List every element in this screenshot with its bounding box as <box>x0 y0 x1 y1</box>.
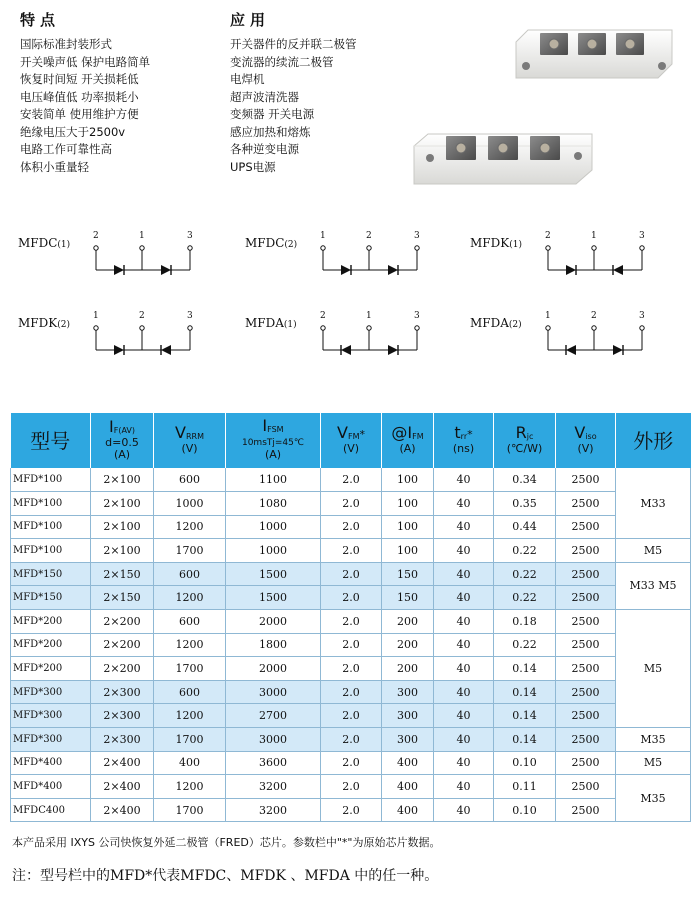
cell-vrrm: 1700 <box>154 539 226 563</box>
cell-ifm: 300 <box>382 704 434 728</box>
cell-rjc: 0.14 <box>494 680 556 704</box>
features-title: 特点 <box>20 11 61 29</box>
cell-trr: 40 <box>434 492 494 516</box>
circuit-schematic <box>18 234 218 294</box>
cell-shape: M33 <box>616 468 691 539</box>
cell-rjc: 0.10 <box>494 798 556 822</box>
circuit-schematic <box>18 314 218 374</box>
cell-rjc: 0.14 <box>494 657 556 681</box>
cell-shape: M35 <box>616 775 691 822</box>
cell-model: MFD*300 <box>11 728 91 752</box>
cell-model: MFD*100 <box>11 539 91 563</box>
header-at-ifm: @IFM (A) <box>382 413 434 468</box>
list-item: 恢复时间短 开关损耗低 <box>20 72 139 86</box>
cell-ifm: 300 <box>382 680 434 704</box>
table-row <box>11 539 691 563</box>
cell-vfm: 2.0 <box>321 751 382 775</box>
cell-vrrm: 1200 <box>154 633 226 657</box>
cell-model: MFD*100 <box>11 468 91 492</box>
cell-vfm: 2.0 <box>321 492 382 516</box>
list-item: 变流器的续流二极管 <box>230 54 334 69</box>
cell-viso: 2500 <box>556 728 616 752</box>
list-item: 安装简单 使用维护方便 <box>20 107 139 121</box>
list-item: 各种逆变电源 <box>230 142 299 156</box>
footnote-fred: 本产品采用 IXYS 公司快恢复外延二极管（FRED）芯片。参数栏中"*"为原始芯片数据。 <box>12 836 441 849</box>
cell-model: MFD*100 <box>11 515 91 539</box>
circuit-name: MFDA(2) <box>470 316 522 330</box>
pin-label: 2 <box>366 231 372 241</box>
cell-vfm: 2.0 <box>321 633 382 657</box>
cell-shape: M5 <box>616 610 691 728</box>
header-shape: 外形 <box>616 413 691 468</box>
circuit-mfdk-1 <box>470 231 670 294</box>
list-item: 开关噪声低 保护电路简单 <box>20 54 151 69</box>
cell-if: 2×200 <box>91 657 154 681</box>
list-item: 体积小重量轻 <box>20 159 89 174</box>
cell-ifsm: 3000 <box>226 728 321 752</box>
cell-trr: 40 <box>434 751 494 775</box>
circuit-schematic <box>470 314 670 374</box>
cell-viso: 2500 <box>556 468 616 492</box>
list-item: 电压峰值低 功率损耗小 <box>20 89 139 104</box>
cell-ifm: 300 <box>382 728 434 752</box>
cell-if: 2×100 <box>91 515 154 539</box>
cell-ifsm: 2000 <box>226 657 321 681</box>
cell-vrrm: 600 <box>154 610 226 634</box>
cell-shape: M33 M5 <box>616 562 691 609</box>
pin-label: 3 <box>414 311 420 321</box>
cell-ifm: 400 <box>382 775 434 799</box>
cell-vrrm: 1200 <box>154 586 226 610</box>
cell-trr: 40 <box>434 468 494 492</box>
cell-viso: 2500 <box>556 586 616 610</box>
cell-if: 2×300 <box>91 680 154 704</box>
cell-ifm: 150 <box>382 562 434 586</box>
cell-viso: 2500 <box>556 515 616 539</box>
cell-if: 2×400 <box>91 798 154 822</box>
table-row <box>11 610 691 634</box>
cell-vfm: 2.0 <box>321 680 382 704</box>
cell-viso: 2500 <box>556 798 616 822</box>
cell-vrrm: 600 <box>154 468 226 492</box>
cell-vrrm: 400 <box>154 751 226 775</box>
cell-vrrm: 600 <box>154 680 226 704</box>
circuit-name: MFDC(1) <box>18 236 71 250</box>
pin-label: 1 <box>366 311 372 321</box>
cell-model: MFD*150 <box>11 586 91 610</box>
table-header-row <box>11 413 691 468</box>
cell-ifm: 200 <box>382 610 434 634</box>
cell-model: MFD*300 <box>11 680 91 704</box>
features-list <box>20 36 150 176</box>
cell-ifsm: 1500 <box>226 562 321 586</box>
cell-model: MFD*400 <box>11 775 91 799</box>
cell-trr: 40 <box>434 680 494 704</box>
table-row <box>11 515 691 539</box>
cell-vfm: 2.0 <box>321 775 382 799</box>
pin-label: 2 <box>545 231 551 241</box>
pin-label: 3 <box>639 311 645 321</box>
cell-ifm: 100 <box>382 468 434 492</box>
cell-ifm: 150 <box>382 586 434 610</box>
circuit-name: MFDK(2) <box>18 316 70 330</box>
cell-trr: 40 <box>434 515 494 539</box>
cell-ifsm: 2000 <box>226 610 321 634</box>
pin-label: 1 <box>93 311 99 321</box>
cell-vrrm: 1200 <box>154 704 226 728</box>
header-viso: Viso (V) <box>556 413 616 468</box>
cell-model: MFD*100 <box>11 492 91 516</box>
header-if-av: IF(AV) d=0.5 (A) <box>91 413 154 468</box>
cell-vfm: 2.0 <box>321 610 382 634</box>
cell-vfm: 2.0 <box>321 562 382 586</box>
cell-viso: 2500 <box>556 680 616 704</box>
table-row <box>11 728 691 752</box>
list-item: 电焊机 <box>230 72 265 86</box>
cell-vrrm: 1700 <box>154 798 226 822</box>
cell-ifm: 200 <box>382 657 434 681</box>
cell-ifm: 100 <box>382 515 434 539</box>
cell-ifm: 400 <box>382 798 434 822</box>
list-item: 超声波清洗器 <box>230 89 299 104</box>
cell-viso: 2500 <box>556 539 616 563</box>
pin-label: 3 <box>187 311 193 321</box>
table-row <box>11 704 691 728</box>
cell-if: 2×400 <box>91 751 154 775</box>
cell-rjc: 0.22 <box>494 586 556 610</box>
cell-rjc: 0.22 <box>494 562 556 586</box>
pin-label: 2 <box>320 311 326 321</box>
cell-if: 2×100 <box>91 468 154 492</box>
cell-ifsm: 3000 <box>226 680 321 704</box>
cell-trr: 40 <box>434 610 494 634</box>
cell-viso: 2500 <box>556 657 616 681</box>
header-vrrm: VRRM (V) <box>154 413 226 468</box>
header-ifsm: IFSM 10msTj=45℃ (A) <box>226 413 321 468</box>
cell-vfm: 2.0 <box>321 539 382 563</box>
circuit-schematic <box>245 234 445 294</box>
applications-title: 应用 <box>230 11 271 29</box>
cell-trr: 40 <box>434 586 494 610</box>
applications-list <box>230 36 357 176</box>
pin-label: 2 <box>139 311 145 321</box>
cell-vrrm: 1200 <box>154 775 226 799</box>
cell-rjc: 0.18 <box>494 610 556 634</box>
cell-trr: 40 <box>434 704 494 728</box>
cell-viso: 2500 <box>556 492 616 516</box>
cell-viso: 2500 <box>556 775 616 799</box>
cell-ifsm: 3200 <box>226 775 321 799</box>
circuit-schematic <box>470 234 670 294</box>
cell-ifsm: 3600 <box>226 751 321 775</box>
list-item: 绝缘电压大于2500v <box>20 124 126 139</box>
cell-if: 2×300 <box>91 728 154 752</box>
list-item: 变频器 开关电源 <box>230 107 315 121</box>
cell-vfm: 2.0 <box>321 657 382 681</box>
pin-label: 3 <box>639 231 645 241</box>
cell-shape: M5 <box>616 751 691 775</box>
list-item: 国际标准封装形式 <box>20 37 112 51</box>
cell-vfm: 2.0 <box>321 704 382 728</box>
cell-shape: M35 <box>616 728 691 752</box>
header-vfm: VFM* (V) <box>321 413 382 468</box>
cell-vfm: 2.0 <box>321 586 382 610</box>
cell-vfm: 2.0 <box>321 468 382 492</box>
cell-ifm: 100 <box>382 492 434 516</box>
cell-rjc: 0.22 <box>494 633 556 657</box>
circuit-mfda-1 <box>245 311 445 374</box>
cell-ifm: 100 <box>382 539 434 563</box>
pin-label: 1 <box>591 231 597 241</box>
cell-if: 2×400 <box>91 775 154 799</box>
table-row <box>11 798 691 822</box>
cell-model: MFD*200 <box>11 610 91 634</box>
list-item: 感应加热和熔炼 <box>230 124 311 139</box>
cell-model: MFD*200 <box>11 633 91 657</box>
table-row <box>11 562 691 586</box>
pin-label: 1 <box>545 311 551 321</box>
cell-ifsm: 1000 <box>226 515 321 539</box>
table-row <box>11 633 691 657</box>
cell-viso: 2500 <box>556 562 616 586</box>
circuit-name: MFDC(2) <box>245 236 298 250</box>
cell-if: 2×100 <box>91 492 154 516</box>
cell-if: 2×200 <box>91 633 154 657</box>
cell-viso: 2500 <box>556 610 616 634</box>
cell-ifm: 400 <box>382 751 434 775</box>
table-row <box>11 751 691 775</box>
table-row <box>11 657 691 681</box>
cell-vfm: 2.0 <box>321 798 382 822</box>
cell-shape: M5 <box>616 539 691 563</box>
cell-if: 2×300 <box>91 704 154 728</box>
cell-rjc: 0.11 <box>494 775 556 799</box>
cell-trr: 40 <box>434 775 494 799</box>
cell-trr: 40 <box>434 539 494 563</box>
cell-ifsm: 1100 <box>226 468 321 492</box>
cell-viso: 2500 <box>556 704 616 728</box>
cell-ifsm: 3200 <box>226 798 321 822</box>
cell-viso: 2500 <box>556 751 616 775</box>
cell-rjc: 0.44 <box>494 515 556 539</box>
pin-label: 1 <box>139 231 145 241</box>
pin-label: 3 <box>187 231 193 241</box>
list-item: 电路工作可靠性高 <box>20 142 112 156</box>
cell-trr: 40 <box>434 798 494 822</box>
cell-ifm: 200 <box>382 633 434 657</box>
module-photo-top <box>508 24 680 82</box>
cell-vfm: 2.0 <box>321 728 382 752</box>
cell-rjc: 0.34 <box>494 468 556 492</box>
cell-if: 2×150 <box>91 562 154 586</box>
cell-model: MFD*200 <box>11 657 91 681</box>
pin-label: 2 <box>93 231 99 241</box>
circuit-schematic <box>245 314 445 374</box>
spec-table <box>10 413 691 822</box>
circuit-mfdc-1 <box>18 231 218 294</box>
cell-ifsm: 1800 <box>226 633 321 657</box>
table-row <box>11 680 691 704</box>
table-row <box>11 468 691 492</box>
header-model: 型号 <box>11 413 91 468</box>
cell-rjc: 0.14 <box>494 704 556 728</box>
cell-model: MFD*300 <box>11 704 91 728</box>
cell-trr: 40 <box>434 562 494 586</box>
cell-rjc: 0.35 <box>494 492 556 516</box>
cell-trr: 40 <box>434 633 494 657</box>
circuit-mfda-2 <box>470 311 670 374</box>
footnote-model-legend: 注：型号栏中的MFD*代表MFDC、MFDK 、MFDA 中的任一种。 <box>12 868 439 884</box>
cell-vrrm: 1700 <box>154 657 226 681</box>
cell-model: MFD*400 <box>11 751 91 775</box>
cell-vrrm: 1700 <box>154 728 226 752</box>
cell-model: MFDC400 <box>11 798 91 822</box>
list-item: UPS电源 <box>230 159 276 174</box>
cell-rjc: 0.10 <box>494 751 556 775</box>
cell-trr: 40 <box>434 728 494 752</box>
cell-vrrm: 1000 <box>154 492 226 516</box>
cell-vrrm: 600 <box>154 562 226 586</box>
cell-rjc: 0.14 <box>494 728 556 752</box>
module-photo-bottom <box>408 126 598 190</box>
cell-rjc: 0.22 <box>494 539 556 563</box>
cell-ifsm: 1500 <box>226 586 321 610</box>
cell-if: 2×200 <box>91 610 154 634</box>
table-row <box>11 492 691 516</box>
circuit-mfdk-2 <box>18 311 218 374</box>
cell-ifsm: 1000 <box>226 539 321 563</box>
cell-vfm: 2.0 <box>321 515 382 539</box>
cell-vrrm: 1200 <box>154 515 226 539</box>
cell-model: MFD*150 <box>11 562 91 586</box>
cell-ifsm: 2700 <box>226 704 321 728</box>
list-item: 开关器件的反并联二极管 <box>230 37 357 51</box>
circuit-mfdc-2 <box>245 231 445 294</box>
pin-label: 1 <box>320 231 326 241</box>
pin-label: 2 <box>591 311 597 321</box>
cell-trr: 40 <box>434 657 494 681</box>
cell-if: 2×150 <box>91 586 154 610</box>
cell-viso: 2500 <box>556 633 616 657</box>
pin-label: 3 <box>414 231 420 241</box>
circuit-name: MFDK(1) <box>470 236 522 250</box>
table-row <box>11 775 691 799</box>
cell-if: 2×100 <box>91 539 154 563</box>
header-trr: trr* (ns) <box>434 413 494 468</box>
cell-ifsm: 1080 <box>226 492 321 516</box>
table-row <box>11 586 691 610</box>
header-rjc: Rjc (℃/W) <box>494 413 556 468</box>
circuit-name: MFDA(1) <box>245 316 297 330</box>
